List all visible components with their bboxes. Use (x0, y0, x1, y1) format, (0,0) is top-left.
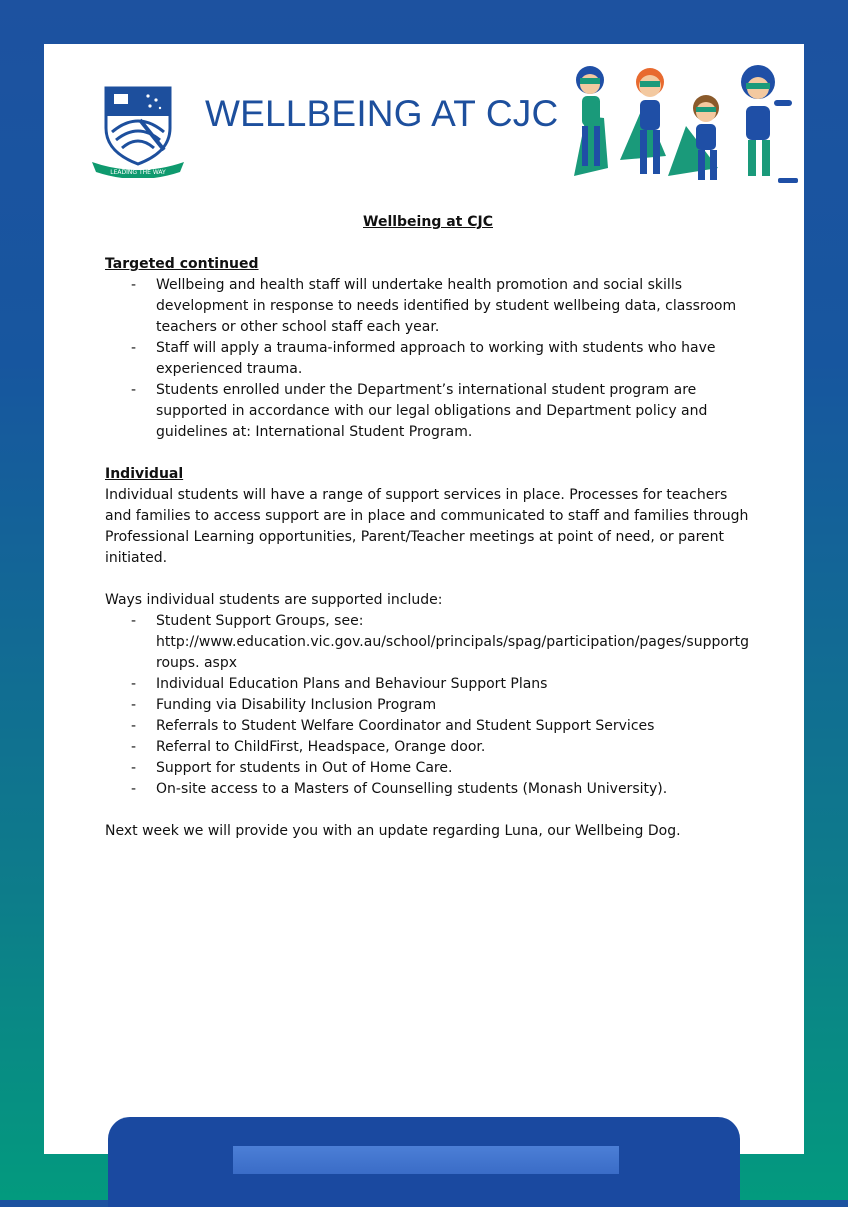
support-groups-link[interactable]: http://www.education.vic.gov.au/school/principals/spag/participation/pages/supportgroups. aspx (156, 634, 750, 671)
list-item: - Wellbeing and health staff will undertake health promotion and social skills development in response to needs identified by student wellbeing data, classroom teachers or other school staff each year. (105, 275, 751, 338)
footer-bar (233, 1146, 619, 1174)
list-item: - Students enrolled under the Department’s international student program are supported in accordance with our legal obligations and Department policy and guidelines at: International Student Program. (105, 380, 751, 443)
list-item: - Individual Education Plans and Behaviour Support Plans (105, 674, 751, 695)
targeted-section-title: Targeted continued (105, 256, 259, 272)
school-crest-logo (90, 82, 186, 178)
list-item: - Support for students in Out of Home Care. (105, 758, 751, 779)
article-heading: Wellbeing at CJC (363, 214, 493, 230)
list-item-support-groups (105, 611, 751, 674)
support-groups-label: Student Support Groups, see: (156, 613, 364, 629)
targeted-list (105, 275, 751, 443)
individual-paragraph: Individual students will have a range of support services in place. Processes for teachers and families to access support are in place and communicated to staff and families through Professional Learning opportunities, Parent/Teacher meetings at point of need, or parent initiated. (105, 487, 749, 566)
list-item: - Referral to ChildFirst, Headspace, Orange door. (105, 737, 751, 758)
superhero-kids-illustration (568, 56, 804, 192)
ways-intro: Ways individual students are supported include: (105, 592, 443, 608)
list-item: - Referrals to Student Welfare Coordinator and Student Support Services (105, 716, 751, 737)
closing-note: Next week we will provide you with an update regarding Luna, our Wellbeing Dog. (105, 823, 681, 839)
list-item: - Staff will apply a trauma-informed approach to working with students who have experienced trauma. (105, 338, 751, 380)
list-item: - Funding via Disability Inclusion Program (105, 695, 751, 716)
individual-section-title: Individual (105, 466, 184, 482)
list-item: - On-site access to a Masters of Counselling students (Monash University). (105, 779, 751, 800)
article-body (105, 206, 751, 842)
support-list (105, 611, 751, 800)
crest-motto: LEADING THE WAY (110, 169, 166, 176)
page-title: WELLBEING AT CJC (205, 93, 559, 134)
